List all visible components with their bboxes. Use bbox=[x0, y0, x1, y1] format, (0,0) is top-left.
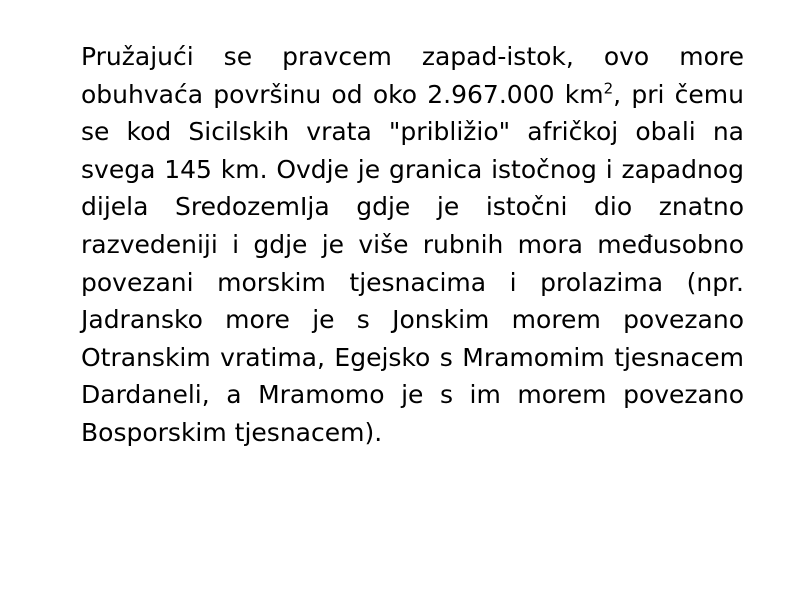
paragraph-text-rest: , pri čemu se kod Sicilskih vrata "približio" afričkoj obali na svega 145 km. Ovdje je granica istočnog i zapadnog dijela SredozemIja gdje je istočni dio znatno razvedeniji i gdje je više rubnih mora međusobno povezani morskim tjesnacima i prolazima (npr. Jadransko more je s Jonskim morem povezano Otranskim vratima, Egejsko s Mramomim tjesnacem Dardaneli, a Mramomo je s im morem povezano Bosporskim tjesnacem). bbox=[81, 79, 745, 447]
body-paragraph bbox=[81, 38, 744, 452]
superscript-square: 2 bbox=[603, 79, 614, 98]
paragraph-text-start: Pružajući se pravcem zapad-istok, ovo more obuhvaća površinu od oko 2.967.000 km bbox=[81, 42, 744, 109]
